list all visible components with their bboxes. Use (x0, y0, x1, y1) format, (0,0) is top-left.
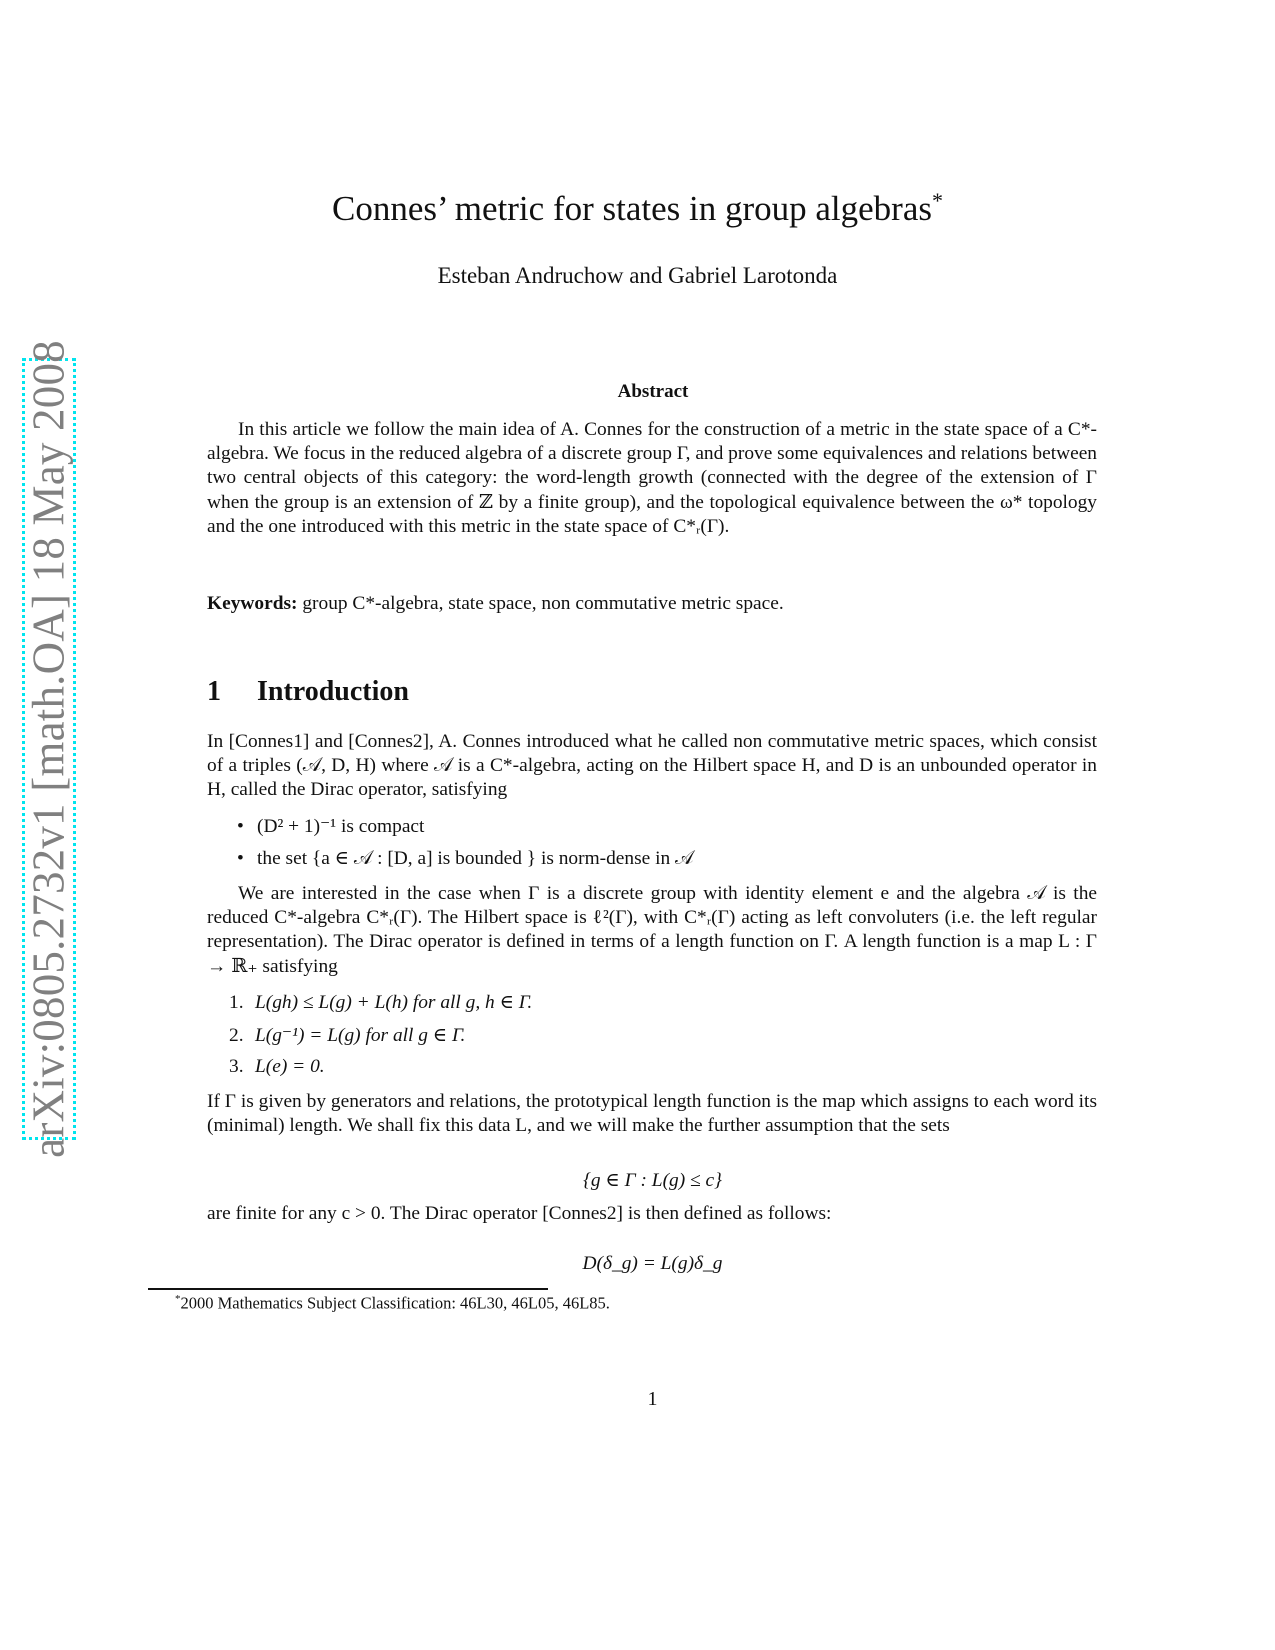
footnote (175, 1293, 610, 1314)
intro-paragraph-4: are finite for any c > 0. The Dirac operator [Connes2] is then defined as follows: (207, 1203, 832, 1224)
bullet-icon: • (237, 848, 244, 869)
title-text: Connes’ metric for states in group algebras (331, 189, 932, 228)
footnote-divider (148, 1288, 548, 1290)
section-number: 1 (207, 676, 221, 707)
arxiv-side-stamp (22, 340, 76, 1158)
list-item (229, 990, 532, 1014)
set-equation (0, 1168, 1275, 1192)
keywords-text: group C*-algebra, state space, non commutative metric space. (302, 593, 784, 614)
item-text: L(gh) ≤ L(g) + L(h) for all g, h ∈ Γ. (255, 992, 533, 1013)
section-title: Introduction (257, 676, 409, 707)
list-item-text: the set {a ∈ 𝒜 : [D, a] is bounded } is norm-dense in 𝒜 (257, 848, 694, 869)
paper-authors: Esteban Andruchow and Gabriel Larotonda (437, 263, 838, 288)
paper-title (0, 188, 1275, 229)
item-number: 1. (229, 992, 244, 1013)
bullet-icon: • (237, 816, 244, 837)
list-item-text: (D² + 1)⁻¹ is compact (257, 816, 425, 837)
keywords (207, 592, 1097, 616)
intro-paragraph-2: We are interested in the case when Γ is a discrete group with identity element e and the algebra 𝒜 is the reduced C*-algebra C*ᵣ(Γ). The Hilbert space is ℓ²(Γ), with C*ᵣ(Γ) acting as left convoluters (i.e. the left regular representation). The Dirac operator is defined in terms of a length function on Γ. A length function is a map L : Γ → ℝ₊ satisfying (207, 883, 1097, 977)
abstract-body: In this article we follow the main idea of A. Connes for the construction of a metric in the state space of a C*-algebra. We focus in the reduced algebra of a discrete group Γ, and prove some equivalences and relations between two central objects of this category: the word-length growth (connected with the degree of the extension of Γ when the group is an extension of ℤ by a finite group), and the topological equivalence between the ω* topology and the one introduced with this metric in the state space of C*ᵣ(Γ). (207, 419, 1097, 537)
equation-text: D(δ_g) = L(g)δ_g (582, 1253, 723, 1274)
item-number: 2. (229, 1025, 244, 1046)
list-item (237, 814, 424, 838)
intro-paragraph-3: If Γ is given by generators and relations, the prototypical length function is the map which assigns to each word its (minimal) length. We shall fix this data L, and we will make the further assumption that the sets (207, 1091, 1097, 1137)
list-item (229, 1023, 465, 1047)
list-item (229, 1056, 325, 1078)
keywords-label: Keywords: (207, 593, 298, 614)
item-text: L(g⁻¹) = L(g) for all g ∈ Γ. (255, 1025, 466, 1046)
dirac-equation (0, 1253, 1275, 1275)
intro-paragraph-1: In [Connes1] and [Connes2], A. Connes introduced what he called non commutative metric spaces, which consist of a triples (𝒜, D, H) where 𝒜 is a C*-algebra, acting on the Hilbert space H, and D is an unbounded operator in H, called the Dirac operator, satisfying (207, 731, 1097, 801)
abstract-heading: Abstract (617, 381, 689, 402)
item-number: 3. (229, 1056, 244, 1077)
arxiv-identifier: arXiv:0805.2732v1 [math.OA] 18 May 2008 (23, 340, 74, 1158)
page-number: 1 (647, 1388, 658, 1410)
list-item (237, 846, 693, 870)
section-heading (207, 676, 409, 708)
footnote-text: 2000 Mathematics Subject Classification: 46L30, 46L05, 46L85. (180, 1293, 610, 1313)
item-text: L(e) = 0. (255, 1056, 325, 1077)
title-footnote-mark: * (932, 188, 943, 213)
footnote-mark: * (175, 1293, 181, 1305)
equation-text: {g ∈ Γ : L(g) ≤ c} (583, 1170, 722, 1191)
